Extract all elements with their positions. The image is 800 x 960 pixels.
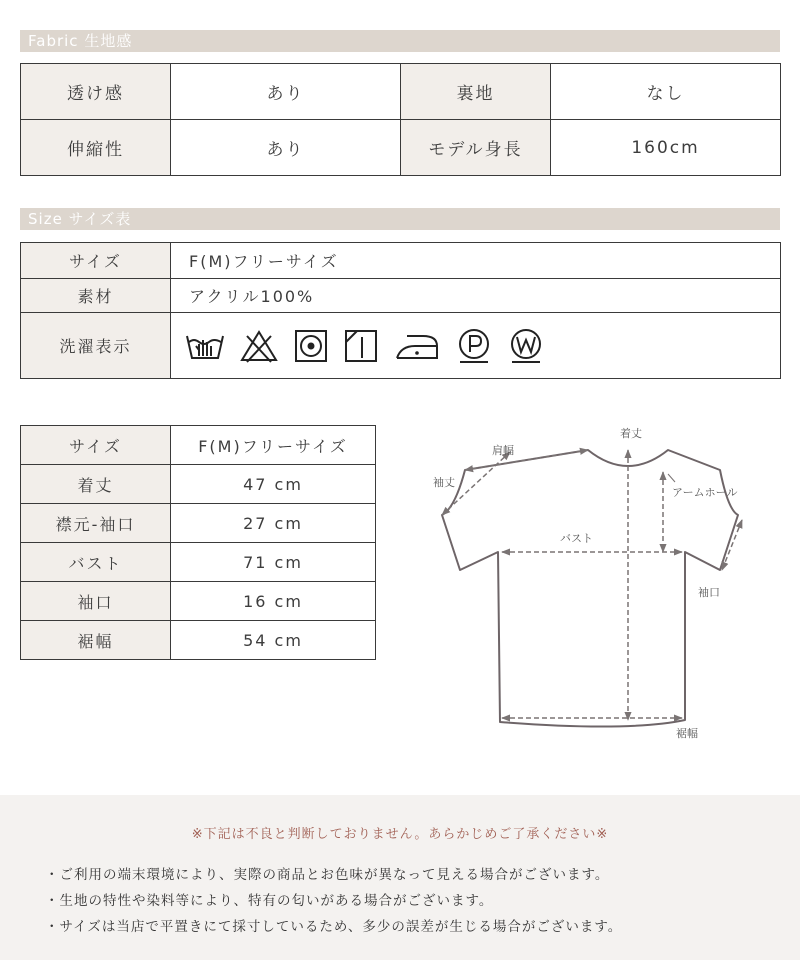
table-row: [21, 279, 781, 313]
table-cell: あり: [171, 64, 401, 120]
label-armhole: アームホール: [672, 486, 738, 499]
table-row: [21, 313, 781, 379]
table-cell: 裏地: [401, 64, 551, 120]
label-shoulder: 肩幅: [492, 444, 514, 457]
notes-panel: [0, 795, 800, 960]
no-bleach-icon: [239, 328, 279, 364]
table-cell: サイズ: [21, 426, 171, 465]
notes-line: ・サイズは当店で平置きにて採寸しているため、多少の誤差が生じる場合がございます。: [45, 919, 623, 935]
table-cell: 伸縮性: [21, 120, 171, 176]
table-row: [21, 621, 376, 660]
table-cell: 洗濯表示: [21, 313, 171, 379]
tumble-dry-icon: [293, 328, 329, 364]
table-row: [21, 465, 376, 504]
garment-diagram: [420, 420, 780, 760]
dry-clean-p-icon: [455, 327, 493, 365]
table-row: [21, 120, 781, 176]
wet-clean-w-icon: [507, 327, 545, 365]
table-cell: F(M)フリーサイズ: [171, 243, 781, 279]
notes-line: ・生地の特性や染料等により、特有の匂いがある場合がございます。: [45, 893, 494, 909]
table-cell: 着丈: [21, 465, 171, 504]
cuff-line: [722, 520, 742, 570]
table-cell: 袖口: [21, 582, 171, 621]
table-row: [21, 504, 376, 543]
label-length: 着丈: [620, 427, 642, 440]
table-cell: アクリル100%: [171, 279, 781, 313]
table-cell: 27 cm: [171, 504, 376, 543]
table-cell: 47 cm: [171, 465, 376, 504]
fabric-table: [20, 63, 781, 176]
table-cell: モデル身長: [401, 120, 551, 176]
table-cell: 透け感: [21, 64, 171, 120]
size-table: [20, 242, 781, 379]
size-section-header: Size サイズ表: [20, 208, 780, 230]
table-cell: あり: [171, 120, 401, 176]
table-cell: 160cm: [551, 120, 781, 176]
table-cell: 16 cm: [171, 582, 376, 621]
iron-low-icon: [393, 328, 441, 364]
table-cell: 素材: [21, 279, 171, 313]
table-cell: サイズ: [21, 243, 171, 279]
table-cell: 襟元-袖口: [21, 504, 171, 543]
table-row: [21, 426, 376, 465]
line-dry-shade-icon: [343, 328, 379, 364]
table-row: [21, 64, 781, 120]
label-hem: 裾幅: [676, 727, 698, 740]
care-icons-cell: [171, 313, 781, 379]
armhole-pointer: [668, 474, 675, 482]
notes-line: ・ご利用の端末環境により、実際の商品とお色味が異なって見える場合がございます。: [45, 867, 610, 883]
table-row: [21, 543, 376, 582]
table-cell: 54 cm: [171, 621, 376, 660]
label-sleeve: 袖丈: [433, 476, 455, 489]
notes-heading: ※下記は不良と判断しておりません。あらかじめご了承ください※: [191, 827, 609, 842]
table-cell: なし: [551, 64, 781, 120]
table-cell: 裾幅: [21, 621, 171, 660]
table-row: [21, 243, 781, 279]
label-bust: バスト: [560, 532, 593, 545]
hand-wash-icon: [185, 328, 225, 364]
table-row: [21, 582, 376, 621]
label-cuff: 袖口: [698, 586, 720, 599]
table-cell: 71 cm: [171, 543, 376, 582]
fabric-section-header: Fabric 生地感: [20, 30, 780, 52]
table-cell: バスト: [21, 543, 171, 582]
measurement-table: [20, 425, 376, 660]
table-cell: F(M)フリーサイズ: [171, 426, 376, 465]
